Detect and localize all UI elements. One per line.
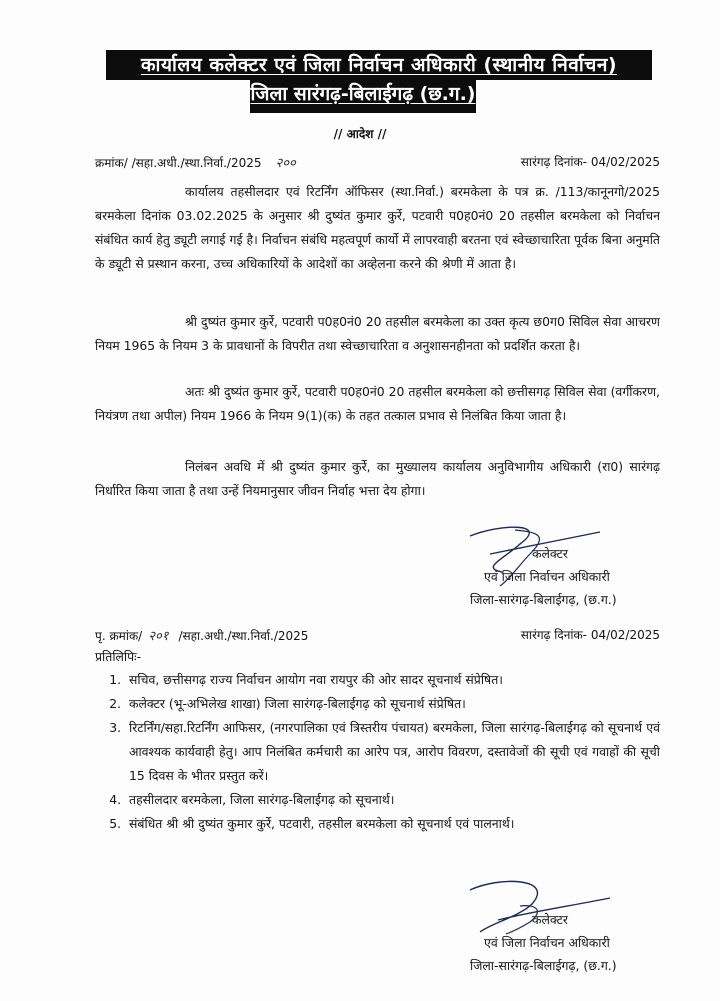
copy-reference-line	[95, 626, 660, 644]
body-paragraph-4	[95, 455, 660, 503]
copy-number	[95, 626, 308, 644]
copy-date: सारंगढ़ दिनांक- 04/02/2025	[520, 628, 660, 642]
body-paragraph-3	[95, 380, 660, 428]
signature-1-title: एवं जिला निर्वाचन अधिकारी	[484, 569, 610, 584]
copy-number-prefix: पृ. क्रमांक/	[95, 629, 143, 643]
order-number-label: क्रमांक/ /सहा.अधी./स्था.निर्वा./2025	[95, 156, 262, 170]
order-date: सारंगढ़ दिनांक- 04/02/2025	[520, 155, 660, 169]
signature-2-designation: कलेक्टर	[532, 912, 568, 927]
signature-block-2	[470, 908, 670, 977]
signature-1-district: जिला-सारंगढ़-बिलाईगढ़, (छ.ग.)	[470, 592, 617, 607]
handwritten-order-number: २००	[275, 156, 296, 171]
paragraph-text: कार्यालय तहसीलदार एवं रिटर्निंग ऑफिसर (स्था.निर्वा.) बरमकेला के पत्र क्र. /113/कानूनगो/2025 बरमकेला दिनांक 03.02.2025 के अनुसार श्री दुष्यंत कुमार कुर्रे, पटवारी प0ह0नं0 20 तहसील बरमकेला को निर्वाचन संबंधित कार्य हेतु ड्यूटी लगाई गई है। निर्वाचन संबंधि महत्वपूर्ण कार्यो में लापरवाही बरतना एवं स्वेच्छाचारिता पूर्वक बिना अनुमति के ड्यूटी से प्रस्थान करना, उच्च अधिकारियों के आदेशों का अव्हेलना करने की श्रेणी में आता है।	[95, 184, 660, 271]
order-heading: // आदेश //	[333, 127, 387, 141]
paragraph-text: अतः श्री दुष्यंत कुमार कुर्रे, पटवारी प0ह0नं0 20 तहसील बरमकेला को छत्तीसगढ़ सिविल सेवा (वर्गीकरण, नियंत्रण तथा अपील) नियम 1966 के नियम 9(1)(क) के तहत तत्काल प्रभाव से निलंबित किया जाता है।	[95, 384, 660, 423]
district-title: जिला सारंगढ़-बिलाईगढ़ (छ.ग.)	[250, 80, 476, 113]
order-reference-line	[95, 153, 660, 171]
list-item: 1. सचिव, छत्तीसगढ़ राज्य निर्वाचन आयोग नवा रायपुर की ओर सादर सूचनार्थ संप्रेषित।	[125, 668, 660, 692]
copy-number-suffix: /सहा.अधी./स्था.निर्वा./2025	[178, 629, 309, 643]
list-item: 3. रिटर्निंग/सहा.रिटर्निंग आफिसर, (नगरपालिका एवं त्रिस्तरीय पंचायत) बरमकेला, जिला सारंगढ़-बिलाईगढ़ को सूचनार्थ एवं आवश्यक कार्यवाही हेतु। आप निलंबित कर्मचारी का आरेप पत्र, आरोप विवरण, दस्तावेजों की सूची एवं गवाहों की सूची 15 दिवस के भीतर प्रस्तुत करें।	[125, 716, 660, 788]
signature-scribble-icon	[460, 876, 620, 951]
copy-heading: प्रतिलिपिः-	[95, 649, 142, 664]
signature-2-title: एवं जिला निर्वाचन अधिकारी	[484, 935, 610, 950]
copy-list-section	[95, 646, 660, 836]
office-title: कार्यालय कलेक्टर एवं जिला निर्वाचन अधिकारी (स्थानीय निर्वाचन)	[106, 50, 652, 80]
list-item: 2. कलेक्टर (भू-अभिलेख शाखा) जिला सारंगढ़-बिलाईगढ़ को सूचनार्थ संप्रेषित।	[125, 692, 660, 716]
signature-block-1	[470, 542, 670, 611]
list-item: 4. तहसीलदार बरमकेला, जिला सारंगढ़-बिलाईगढ़ को सूचनार्थ।	[125, 788, 660, 812]
copy-recipient-list	[95, 668, 660, 836]
order-number	[95, 153, 296, 171]
signature-scribble-icon	[460, 524, 620, 594]
body-paragraph-1	[95, 180, 660, 276]
handwritten-copy-number: २०१	[148, 629, 169, 644]
paragraph-text: निलंबन अवधि में श्री दुष्यंत कुमार कुर्रे, का मुख्यालय कार्यालय अनुविभागीय अधिकारी (रा0) सारंगढ़ निर्धारित किया जाता है तथा उन्हें नियमानुसार जीवन निर्वाह भत्ता देय होगा।	[95, 459, 660, 498]
paragraph-text: श्री दुष्यंत कुमार कुर्रे, पटवारी प0ह0नं0 20 तहसील बरमकेला का उक्त कृत्य छ0ग0 सिविल सेवा आचरण नियम 1965 के नियम 3 के प्रावधानों के विपरीत तथा स्वेच्छाचारिता व अनुशासनहीनता को प्रदर्शित करता है।	[95, 314, 660, 353]
body-paragraph-2	[95, 310, 660, 358]
signature-1-designation: कलेक्टर	[532, 546, 568, 561]
signature-2-district: जिला-सारंगढ़-बिलाईगढ़, (छ.ग.)	[470, 958, 617, 973]
list-item: 5. संबंधित श्री श्री दुष्यंत कुमार कुर्रे, पटवारी, तहसील बरमकेला को सूचनार्थ एवं पालनार्थ।	[125, 812, 660, 836]
